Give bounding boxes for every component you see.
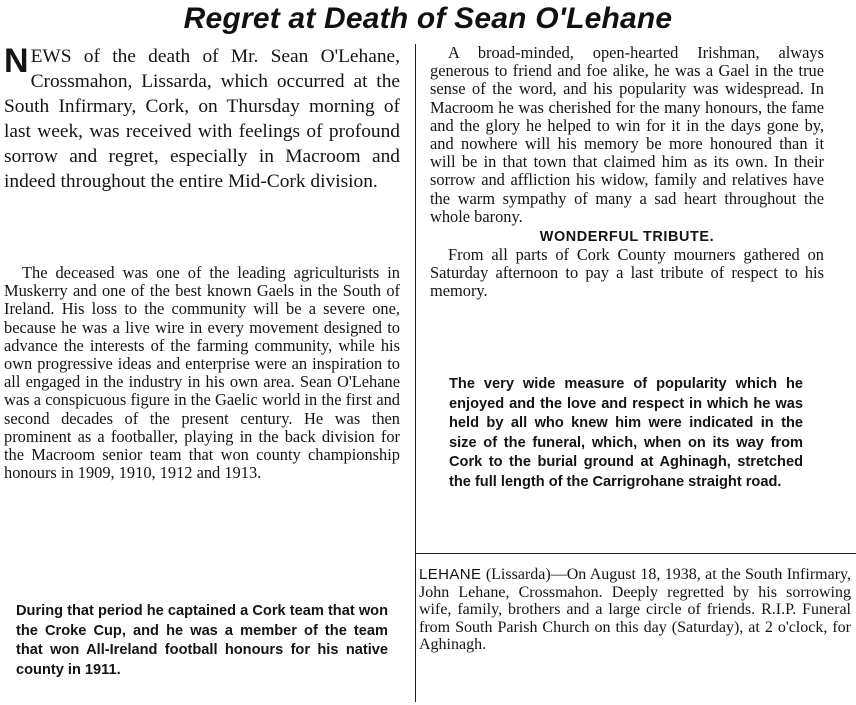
death-notice-text: [419, 566, 851, 654]
lead-text: EWS of the death of Mr. Sean O'Lehane, Crossmahon, Lissarda, which occurred at the South Infirmary, Cork, on Thursday morning of last week, was received with feelings of profound sorrow and regret, especially in Macroom and indeed throughout the entire Mid-Cork division.: [4, 46, 400, 192]
death-notice: [419, 566, 851, 654]
right-column: [430, 44, 824, 301]
subheading: WONDERFUL TRIBUTE.: [539, 229, 715, 246]
body-paragraph: The deceased was one of the leading agriculturists in Muskerry and one of the best known Gaels in the South of Ireland. His loss to the community will be a severe one, because he was a live wire in every movement designed to advance the interests of the farming community, while his own progressive ideas and enterprise were an inspiration to all engaged in the industry in his own area. Sean O'Lehane was a conspicuous figure in the Gaelic world in the first and second decades of the present century. He was then prominent as a footballer, playing in the back division for the Macroom senior team that won county championship honours in 1909, 1910, 1912 and 1913.: [4, 263, 400, 483]
notice-rule: [416, 553, 856, 554]
left-body: [4, 264, 400, 482]
right-bold: [449, 375, 803, 493]
bold-paragraph-right: The very wide measure of popularity which he enjoyed and the love and respect in which he was held by all who knew him were indicated in the size of the funeral, which, when on its way from Cork to the burial ground at Aghinagh, stretched the full length of the Carrigrohane straight road.: [449, 376, 803, 490]
lead-paragraph: [4, 44, 400, 194]
column-divider: [415, 44, 416, 702]
headline: Regret at Death of Sean O'Lehane: [183, 2, 673, 35]
notice-body: (Lissarda)—On August 18, 1938, at the South Infirmary, John Lehane, Crossmahon. Deeply regretted by his sorrowing wife, family, brothers and a large circle of friends. R.I.P. Funeral from South Parish Church on this day (Saturday), at 2 o'clock, for Aghinagh.: [419, 566, 851, 654]
right-paragraph-2: From all parts of Cork County mourners gathered on Saturday afternoon to pay a last tribute of respect to his memory.: [430, 245, 824, 301]
bold-paragraph-left: During that period he captained a Cork team that won the Croke Cup, and he was a member of the team that won All-Ireland football honours for his native county in 1911.: [16, 603, 388, 678]
left-column: [4, 44, 400, 194]
notice-name: LEHANE: [419, 566, 482, 583]
drop-cap: N: [4, 42, 29, 80]
left-bold: [16, 602, 388, 680]
right-paragraph-1: A broad-minded, open-hearted Irishman, always generous to friend and foe alike, he was a Gael in the true sense of the word, and his popularity was widespread. In Macroom he was cherished for the many honours, the fame and the glory he helped to win for it in the days gone by, and nowhere will his memory be more honoured than it will be in that town that claimed him as its own. In their sorrow and affliction his widow, family and relatives have the warm sympathy of many a sad heart throughout the whole barony.: [430, 43, 824, 226]
